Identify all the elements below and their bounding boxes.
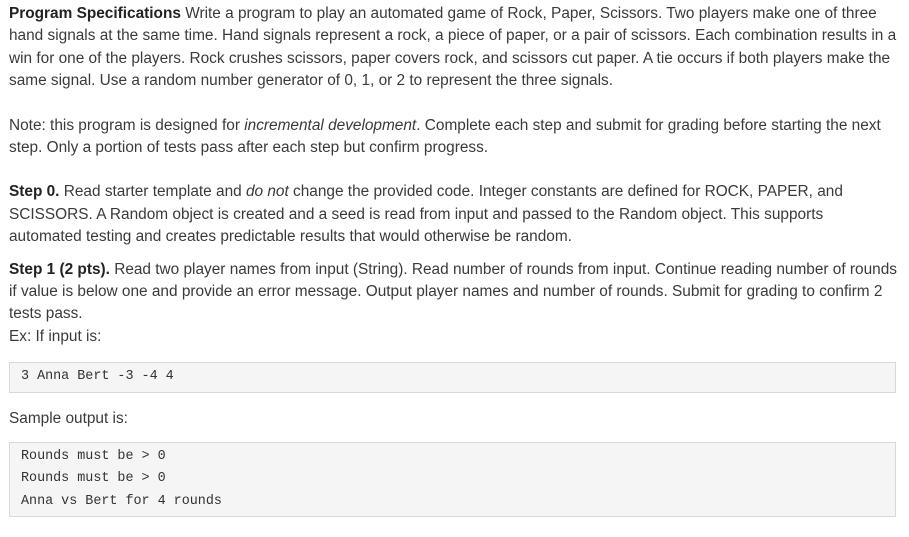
assignment-content [9,3,899,517]
spec-label: Program Specifications [9,5,181,22]
sample-output-block [9,442,896,517]
example-intro: Ex: If input is: [9,327,102,345]
example-input-line: 3 Anna Bert -3 -4 4 [21,369,174,385]
sample-output-label: Sample output is: [9,409,128,427]
step0-text-after: change the provided code. Integer constants are defined for ROCK, PAPER, and SCISSORS. A Random object is created and a seed is read from input and passed to the Random object. This supports automated testing and creates predictable results that would otherwise be random. [9,183,843,246]
step1-paragraph [9,259,899,326]
step1-text: Read two player names from input (String). Read number of rounds from input. Continue reading number of rounds if value is below one and provide an error message. Output player names and number of rounds. Submit for grading to confirm 2 tests pass. [9,260,897,323]
note-text-before: Note: this program is designed for [9,116,245,134]
sample-output-line: Rounds must be > 0 [21,471,166,487]
step0-paragraph [9,181,899,248]
step1-label: Step 1 (2 pts). [9,260,110,278]
spec-text: Write a program to play an automated game of Rock, Paper, Scissors. Two players make one of three hand signals at the same time. Hand signals represent a rock, a piece of paper, or a pair of scissors. Each combination results in a win for one of the players. Rock crushes scissors, paper covers rock, and scissors cut paper. A tie occurs if both players make the same signal. Use a random number generator of 0, 1, or 2 to represent the three signals. [9,5,897,90]
sample-output-line: Rounds must be > 0 [21,449,166,465]
step0-text-before: Read starter template and [59,183,246,201]
note-emphasis: incremental development [244,116,417,134]
sample-output-line: Anna vs Bert for 4 rounds [21,493,222,509]
note-paragraph [9,115,899,160]
example-input-block [9,362,896,392]
note-text-after: . Complete each step and submit for grading before starting the next step. Only a portion of tests pass after each step but confirm progress. [9,116,881,157]
spec-paragraph [9,3,899,93]
step0-label: Step 0. [9,183,60,201]
step0-emphasis: do not [245,183,289,201]
